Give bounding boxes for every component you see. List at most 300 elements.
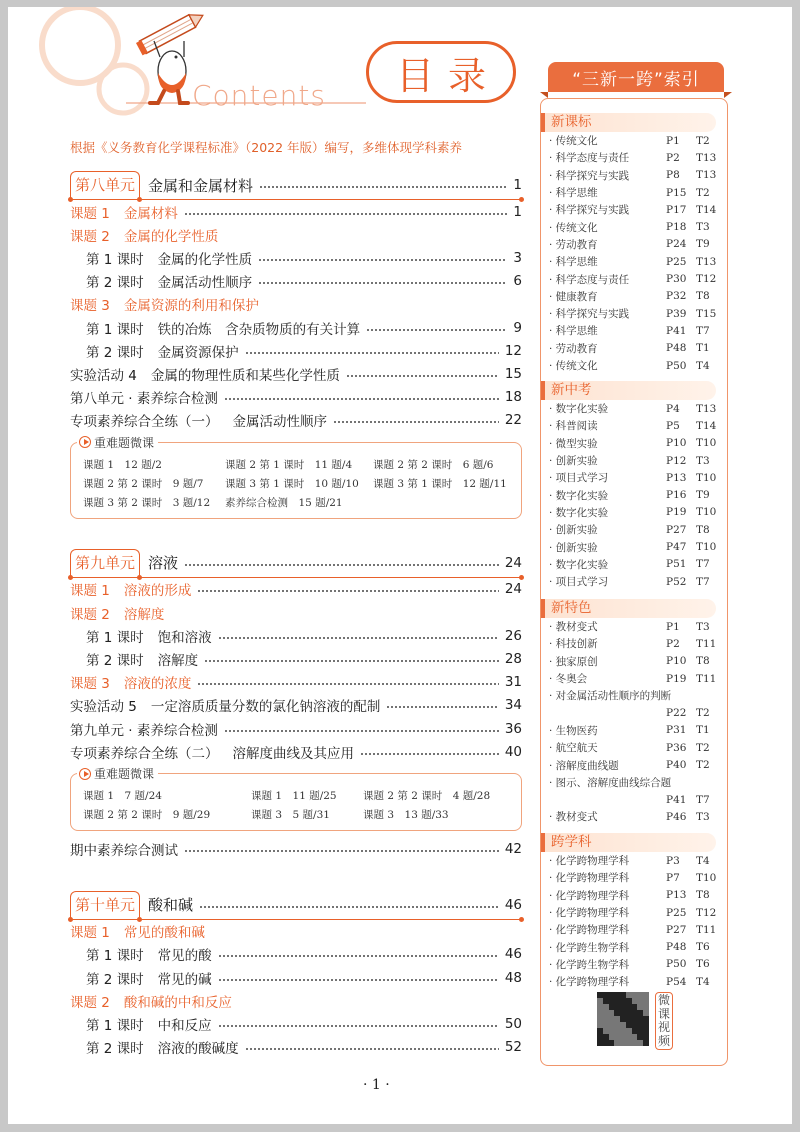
index-item-page: P18 xyxy=(666,221,687,234)
micro-lesson-item[interactable]: 课题 3 第 1 课时 12 题/11 xyxy=(373,477,507,490)
index-item[interactable] xyxy=(541,184,727,201)
page-number: 3 xyxy=(513,249,522,266)
dot-leader xyxy=(204,660,499,662)
toc-entry-prefix: 专项素养综合全练（二） xyxy=(70,745,219,762)
index-item-page: P4 xyxy=(666,402,680,415)
toc-entry-label xyxy=(86,968,212,988)
dot-leader xyxy=(218,637,499,639)
toc-entry[interactable] xyxy=(70,578,522,601)
toc-entry-title: 金属材料 xyxy=(123,205,178,222)
toc-entry-label xyxy=(86,944,212,964)
index-item-question: T15 xyxy=(696,307,717,320)
index-panel-title: “三新一跨”索引 xyxy=(548,62,724,92)
toc-entry-title: 溶解度曲线及其应用 xyxy=(232,745,354,762)
index-item-page: P7 xyxy=(666,871,680,884)
micro-lesson-title-text: 重难题微课 xyxy=(94,767,155,782)
dot-leader xyxy=(366,329,507,331)
index-item[interactable] xyxy=(541,400,727,417)
toc-entry-title: 铁的冶炼 含杂质物质的有关计算 xyxy=(157,321,361,338)
dot-leader xyxy=(199,906,499,908)
toc-entry-title: 溶液的酸碱度 xyxy=(157,1041,239,1058)
index-item-name: · 科技创新 xyxy=(549,638,598,651)
index-item-name: · 科学态度与责任 xyxy=(549,152,630,165)
index-item-name: · 化学跨物理学科 xyxy=(549,907,630,920)
toc-entry-label xyxy=(70,603,164,623)
index-item-question: T13 xyxy=(696,169,717,182)
index-item-question: T1 xyxy=(696,724,710,737)
index-item-name: · 数字化实验 xyxy=(549,558,609,571)
unit-header[interactable] xyxy=(70,889,522,920)
index-item-page: P3 xyxy=(666,854,680,867)
index-item-question: T10 xyxy=(696,541,717,554)
index-item-page: P1 xyxy=(666,134,680,147)
micro-lesson-item[interactable]: 课题 2 第 1 课时 11 题/4 xyxy=(225,458,353,471)
dot-leader xyxy=(184,564,499,566)
toc-entry-prefix: 第 2 课时 xyxy=(86,971,144,988)
index-item[interactable] xyxy=(541,253,727,270)
toc-entry[interactable] xyxy=(70,246,522,269)
toc-entry-label xyxy=(70,742,354,762)
index-item[interactable] xyxy=(541,956,727,973)
unit-tab: 第九单元 xyxy=(70,549,140,577)
toc-entry[interactable] xyxy=(70,920,522,943)
toc-entry-title: 溶液的形成 xyxy=(123,583,192,600)
page-number: 40 xyxy=(504,743,522,760)
index-item-page: P25 xyxy=(666,906,687,919)
toc-entry-label xyxy=(70,695,380,715)
toc-entry-title: 第八单元 · 素养综合检测 xyxy=(70,391,218,408)
toc-entry-prefix: 课题 1 xyxy=(70,925,110,942)
toc-entry-prefix: 第 2 课时 xyxy=(86,1041,144,1058)
index-item-question: T2 xyxy=(696,741,710,754)
index-item-page: P10 xyxy=(666,655,687,668)
index-item-page: P13 xyxy=(666,889,687,902)
toc-entry-label xyxy=(70,672,191,692)
unit-title: 金属和金属材料 xyxy=(148,176,254,195)
dot-leader xyxy=(218,1025,499,1027)
index-item-page: P13 xyxy=(666,471,687,484)
index-item-name: · 创新实验 xyxy=(549,541,598,554)
toc-entry[interactable] xyxy=(70,717,522,740)
index-item-name: · 化学跨生物学科 xyxy=(549,958,630,971)
play-icon xyxy=(79,436,91,448)
toc-entry-title: 溶解度 xyxy=(157,653,199,670)
index-item-question: T11 xyxy=(696,923,717,936)
toc-entry[interactable] xyxy=(70,1036,522,1059)
index-item-page: P39 xyxy=(666,307,687,320)
page-number: 18 xyxy=(504,389,522,406)
index-item-question: T7 xyxy=(696,558,710,571)
toc-entry-label xyxy=(86,1014,212,1034)
index-item-page: P51 xyxy=(666,558,687,571)
index-item-page: P19 xyxy=(666,506,687,519)
index-item[interactable] xyxy=(541,486,727,503)
index-item-name: · 化学跨物理学科 xyxy=(549,889,630,902)
page-number: · 1 · xyxy=(363,1077,390,1093)
micro-lesson-item[interactable]: 课题 3 第 1 课时 10 题/10 xyxy=(225,477,359,490)
index-item-name: · 传统文化 xyxy=(549,135,598,148)
toc-entry[interactable] xyxy=(70,966,522,989)
index-item[interactable] xyxy=(541,538,727,555)
index-item[interactable] xyxy=(541,573,727,590)
toc-entry-title: 常见的酸 xyxy=(157,948,212,965)
index-item-name: · 冬奥会 xyxy=(549,673,588,686)
index-item[interactable] xyxy=(541,452,727,469)
micro-lesson-item[interactable]: 课题 1 12 题/2 xyxy=(83,458,162,471)
toc-entry-prefix: 课题 1 xyxy=(70,583,110,600)
toc-entry-prefix: 第 1 课时 xyxy=(86,948,144,965)
toc-entry[interactable] xyxy=(70,270,522,293)
dot-leader xyxy=(218,955,499,957)
index-item[interactable] xyxy=(541,774,727,791)
toc-entry[interactable] xyxy=(70,316,522,339)
index-item-question: T11 xyxy=(696,637,717,650)
page-number: 1 xyxy=(513,177,522,193)
index-item-question: T8 xyxy=(696,290,710,303)
dot-leader xyxy=(184,850,499,852)
toc-entry-prefix: 课题 3 xyxy=(70,298,110,315)
index-item[interactable] xyxy=(541,556,727,573)
index-item-name: · 科学探究与实践 xyxy=(549,308,630,321)
index-item-page: P48 xyxy=(666,342,687,355)
page-number: 9 xyxy=(513,319,522,336)
index-item[interactable] xyxy=(541,687,727,704)
toc-entry[interactable] xyxy=(70,200,522,223)
index-item-name: · 传统文化 xyxy=(549,360,598,372)
toc-entry-label xyxy=(86,1037,239,1057)
index-item[interactable] xyxy=(541,756,727,773)
index-item-page: P30 xyxy=(666,273,687,286)
toc-entry[interactable] xyxy=(70,293,522,316)
page-number: 46 xyxy=(504,946,522,963)
index-item-name: · 航空航天 xyxy=(549,742,598,755)
toc-entry-label xyxy=(86,649,198,669)
index-item-question: T13 xyxy=(696,402,717,415)
index-section-title: 跨学科 xyxy=(541,833,716,852)
index-item-name: · 生物医药 xyxy=(549,724,598,737)
index-item-question: T6 xyxy=(696,958,710,971)
index-item[interactable] xyxy=(541,218,727,235)
index-item[interactable] xyxy=(541,435,727,452)
index-item-name: · 图示、溶解度曲线综合题 xyxy=(549,776,672,789)
index-item[interactable] xyxy=(541,869,727,886)
page-number: 24 xyxy=(504,554,522,571)
index-item[interactable] xyxy=(541,635,727,652)
index-item-page: P8 xyxy=(666,169,680,182)
index-item-question: T9 xyxy=(696,238,710,251)
index-item-name: · 化学跨物理学科 xyxy=(549,872,630,885)
toc-entry-prefix: 第 2 课时 xyxy=(86,653,144,670)
dot-leader xyxy=(218,979,499,981)
index-item[interactable] xyxy=(541,270,727,287)
index-item-question: T14 xyxy=(696,419,717,432)
index-item-name: · 创新实验 xyxy=(549,455,598,468)
index-item-name: · 化学跨物理学科 xyxy=(549,976,630,989)
index-item[interactable] xyxy=(541,973,727,990)
index-item-page: P52 xyxy=(666,575,687,588)
index-item-page: P50 xyxy=(666,359,687,372)
index-item-question: T10 xyxy=(696,471,717,484)
toc-entry-prefix: 课题 2 xyxy=(70,228,110,245)
micro-lesson-title xyxy=(77,434,158,451)
index-item-question: T3 xyxy=(696,620,710,633)
index-item-name: · 溶解度曲线题 xyxy=(549,759,619,772)
toc-entry[interactable] xyxy=(70,386,522,409)
index-item[interactable] xyxy=(541,167,727,184)
index-item[interactable] xyxy=(541,236,727,253)
toc-entry[interactable] xyxy=(70,943,522,966)
index-item-name: · 科学态度与责任 xyxy=(549,273,630,286)
index-section-title: 新课标 xyxy=(541,113,716,132)
index-item-name: · 教材变式 xyxy=(549,621,598,634)
toc-entry-title: 金属资源保护 xyxy=(157,344,239,361)
page-number: 42 xyxy=(504,840,522,857)
index-panel xyxy=(540,98,728,1066)
index-item-name: · 化学跨物理学科 xyxy=(549,855,630,868)
page-number: 12 xyxy=(504,342,522,359)
toc-entry-title: 第九单元 · 素养综合检测 xyxy=(70,722,218,739)
toc-entry-prefix: 第 1 课时 xyxy=(86,629,144,646)
unit-title-line xyxy=(148,551,522,575)
index-item-name: · 科普阅读 xyxy=(549,420,598,433)
index-item-question: T4 xyxy=(696,854,710,867)
micro-lesson-box xyxy=(70,435,522,519)
index-item-question: T8 xyxy=(696,889,710,902)
index-item-name: · 数字化实验 xyxy=(549,489,609,502)
subtitle: 根据《义务教育化学课程标准》（2022 年版）编写，多维体现学科素养 xyxy=(70,140,463,155)
page-number: 28 xyxy=(504,651,522,668)
toc-entry-prefix: 课题 2 xyxy=(70,606,110,623)
toc-entry-prefix: 实验活动 5 xyxy=(70,699,137,716)
index-item-page: P48 xyxy=(666,941,687,954)
micro-lesson-item[interactable]: 素养综合检测 15 题/21 xyxy=(225,496,343,509)
index-item[interactable] xyxy=(541,132,727,149)
index-item-question: T7 xyxy=(696,575,710,588)
index-item-page: P41 xyxy=(666,793,687,806)
dot-leader xyxy=(197,683,498,685)
index-item[interactable] xyxy=(541,904,727,921)
index-item-ref[interactable] xyxy=(541,791,727,808)
micro-video-label: 微课视频 xyxy=(655,992,673,1050)
toc-entry-label xyxy=(70,991,232,1011)
toc-entry[interactable] xyxy=(70,624,522,647)
toc-entry[interactable] xyxy=(70,647,522,670)
dot-leader xyxy=(386,706,498,708)
index-item-page: P41 xyxy=(666,324,687,337)
page-number: 24 xyxy=(504,581,522,598)
unit-title-line xyxy=(148,893,522,917)
index-item-question: T2 xyxy=(696,134,710,147)
index-item-page: P31 xyxy=(666,724,687,737)
toc-entry-prefix: 第 2 课时 xyxy=(86,344,144,361)
index-item[interactable] xyxy=(541,938,727,955)
toc-entry-prefix: 第 1 课时 xyxy=(86,321,144,338)
index-item-ref[interactable] xyxy=(541,704,727,721)
toc-entry-label xyxy=(86,248,252,268)
index-item-name: · 科学思维 xyxy=(549,256,598,269)
toc-entry-label xyxy=(70,387,218,407)
index-item-question: T1 xyxy=(696,342,710,355)
toc-entry-label xyxy=(70,294,259,314)
index-section xyxy=(541,833,727,990)
index-item[interactable] xyxy=(541,469,727,486)
index-item-page: P17 xyxy=(666,203,687,216)
index-item-page: P36 xyxy=(666,741,687,754)
toc-entry-title: 常见的碱 xyxy=(157,971,212,988)
toc-entry-title: 中和反应 xyxy=(157,1017,212,1034)
index-item[interactable] xyxy=(541,322,727,339)
index-item[interactable] xyxy=(541,808,727,825)
index-item-page: P12 xyxy=(666,454,687,467)
page-number: 22 xyxy=(504,412,522,429)
index-item-question: T8 xyxy=(696,655,710,668)
index-item[interactable] xyxy=(541,305,727,322)
toc-entry[interactable] xyxy=(70,694,522,717)
micro-lesson-list xyxy=(83,457,513,512)
index-item-question: T6 xyxy=(696,941,710,954)
toc-entry-title: 饱和溶液 xyxy=(157,629,212,646)
toc-entry-prefix: 第 1 课时 xyxy=(86,251,144,268)
micro-lesson-item[interactable]: 课题 2 第 2 课时 9 题/29 xyxy=(83,809,211,822)
toc-entry-label xyxy=(70,579,191,599)
toc-entry[interactable] xyxy=(70,837,522,860)
index-item-page: P47 xyxy=(666,541,687,554)
toc-entry[interactable] xyxy=(70,339,522,362)
index-item-page: P22 xyxy=(666,707,687,720)
index-item[interactable] xyxy=(541,357,727,374)
toc-entry[interactable] xyxy=(70,409,522,432)
unit-line-end-dot xyxy=(519,575,524,580)
dot-leader xyxy=(258,259,507,261)
toc-entry-prefix: 实验活动 4 xyxy=(70,367,137,384)
index-item-question: T13 xyxy=(696,255,717,268)
micro-lesson-item[interactable]: 课题 1 7 题/24 xyxy=(83,790,162,803)
micro-lesson-item[interactable]: 课题 3 5 题/31 xyxy=(251,809,330,822)
index-item-question: T9 xyxy=(696,489,710,502)
index-item-name: · 对金属活动性顺序的判断 xyxy=(549,690,672,703)
index-item-page: P2 xyxy=(666,151,680,164)
toc-entry[interactable] xyxy=(70,601,522,624)
index-section xyxy=(541,599,727,826)
index-item[interactable] xyxy=(541,521,727,538)
micro-lesson-item[interactable]: 课题 2 第 2 课时 6 题/6 xyxy=(373,458,494,471)
index-item-name: · 教材变式 xyxy=(549,811,598,824)
dot-leader xyxy=(245,1048,499,1050)
index-item[interactable] xyxy=(541,618,727,635)
toc-entry-label xyxy=(70,921,205,941)
unit-header[interactable] xyxy=(70,547,522,578)
toc-entry-prefix: 课题 1 xyxy=(70,205,110,222)
toc-entry-prefix: 第 1 课时 xyxy=(86,1017,144,1034)
index-item[interactable] xyxy=(541,340,727,357)
index-item-name: · 劳动教育 xyxy=(549,342,598,355)
index-item-name: · 独家原创 xyxy=(549,655,598,668)
micro-lesson-item[interactable]: 课题 3 第 2 课时 3 题/12 xyxy=(83,496,211,509)
index-item-question: T14 xyxy=(696,203,717,216)
page-number: 26 xyxy=(504,627,522,644)
toc-entry-label xyxy=(86,626,212,646)
toc-entry-title: 酸和碱的中和反应 xyxy=(123,994,232,1011)
qr-cell xyxy=(643,1040,649,1046)
index-item-question: T7 xyxy=(696,793,710,806)
index-item[interactable] xyxy=(541,921,727,938)
toc-entry-prefix: 课题 2 xyxy=(70,994,110,1011)
page-number: 34 xyxy=(504,697,522,714)
micro-lesson-item[interactable]: 课题 1 11 题/25 xyxy=(251,790,337,803)
index-item-name: · 数字化实验 xyxy=(549,403,609,416)
index-item-name: · 健康教育 xyxy=(549,290,598,303)
index-item[interactable] xyxy=(541,670,727,687)
toc-entry-title: 期中素养综合测试 xyxy=(70,842,178,859)
toc-entry[interactable] xyxy=(70,1012,522,1035)
toc-entry[interactable] xyxy=(70,989,522,1012)
index-item[interactable] xyxy=(541,653,727,670)
index-item[interactable] xyxy=(541,852,727,869)
toc-entry-label xyxy=(70,225,218,245)
dot-leader xyxy=(224,398,499,400)
index-item[interactable] xyxy=(541,149,727,166)
table-of-contents xyxy=(70,165,522,1059)
dot-leader xyxy=(346,375,499,377)
page-number: 1 xyxy=(513,203,522,220)
micro-lesson-item[interactable]: 课题 3 13 题/33 xyxy=(363,809,449,822)
index-item-question: T2 xyxy=(696,707,710,720)
index-item[interactable] xyxy=(541,504,727,521)
micro-lesson-item[interactable]: 课题 2 第 2 课时 4 题/28 xyxy=(363,790,491,803)
index-item-page: P1 xyxy=(666,620,680,633)
toc-entry-prefix: 课题 3 xyxy=(70,676,110,693)
index-item-question: T4 xyxy=(696,975,710,988)
index-item-page: P27 xyxy=(666,923,687,936)
micro-lesson-item[interactable]: 课题 2 第 2 课时 9 题/7 xyxy=(83,477,204,490)
index-item-page: P5 xyxy=(666,419,680,432)
index-item-question: T2 xyxy=(696,186,710,199)
dot-leader xyxy=(184,213,508,215)
page-number: 36 xyxy=(504,720,522,737)
index-section xyxy=(541,381,727,590)
toc-entry[interactable] xyxy=(70,740,522,763)
index-item[interactable] xyxy=(541,417,727,434)
toc-entry-prefix: 第 2 课时 xyxy=(86,275,144,292)
index-item[interactable] xyxy=(541,722,727,739)
index-item-name: · 科学探究与实践 xyxy=(549,169,630,182)
toc-entry-label xyxy=(86,318,360,338)
qr-code-block xyxy=(597,992,673,1050)
index-item[interactable] xyxy=(541,887,727,904)
index-item-page: P25 xyxy=(666,255,687,268)
index-item-name: · 化学跨生物学科 xyxy=(549,941,630,954)
qr-code-icon[interactable] xyxy=(597,992,649,1046)
index-item-name: · 创新实验 xyxy=(549,524,598,537)
toc-entry[interactable] xyxy=(70,671,522,694)
unit-header[interactable] xyxy=(70,169,522,200)
toc-entry[interactable] xyxy=(70,223,522,246)
unit-tab: 第八单元 xyxy=(70,171,140,199)
toc-entry[interactable] xyxy=(70,362,522,385)
decor-circle-small xyxy=(99,65,147,113)
toc-entry-title: 溶液的浓度 xyxy=(123,676,192,693)
page-number: 46 xyxy=(504,896,522,913)
toc-entry-label xyxy=(86,341,239,361)
index-item-name: · 传统文化 xyxy=(549,221,598,234)
index-item-name: · 项目式学习 xyxy=(549,576,609,589)
index-item[interactable] xyxy=(541,201,727,218)
index-item[interactable] xyxy=(541,288,727,305)
index-item[interactable] xyxy=(541,739,727,756)
index-item-question: T10 xyxy=(696,437,717,450)
toc-entry-label xyxy=(86,271,252,291)
index-section-title: 新中考 xyxy=(541,381,716,400)
